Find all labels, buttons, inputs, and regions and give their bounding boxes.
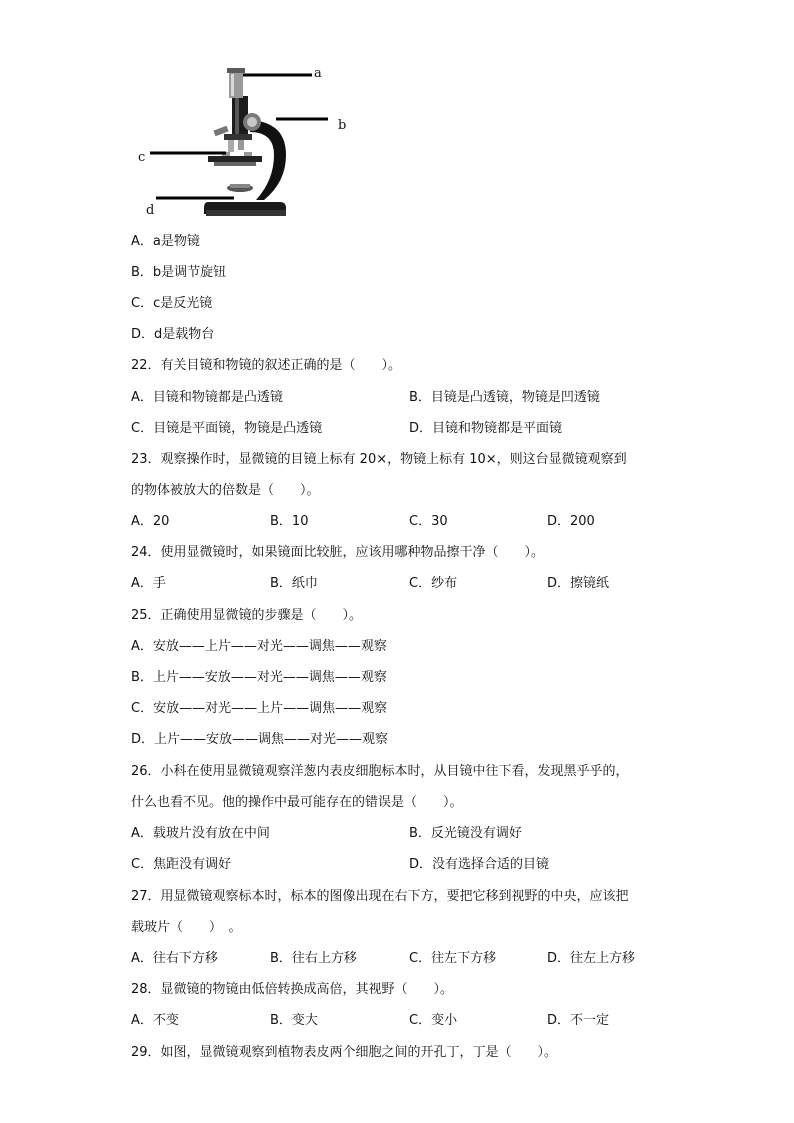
q26-stem-line1: 26．小科在使用显微镜观察洋葱内表皮细胞标本时，从目镜中往下看，发现黑乎乎的， xyxy=(131,764,629,779)
q27-option-d: D．往左上方移 xyxy=(547,951,636,966)
q25-option-c: C．安放——对光——上片——调焦——观察 xyxy=(131,701,388,716)
q27-stem-line2: 载玻片（ ） 。 xyxy=(131,920,242,935)
q26-option-a: A．载玻片没有放在中间 xyxy=(131,826,270,841)
q23-option-b: B．10 xyxy=(270,514,309,529)
q29-stem: 29．如图，显微镜观察到植物表皮两个细胞之间的开孔丁，丁是（ ）。 xyxy=(131,1045,558,1060)
q24-option-c: C．纱布 xyxy=(409,576,458,591)
microscope-illustration xyxy=(130,60,370,220)
q22-option-a: A．目镜和物镜都是凸透镜 xyxy=(131,390,283,405)
label-c: c xyxy=(138,150,146,165)
q26-option-d: D．没有选择合适的目镜 xyxy=(409,857,550,872)
q26-option-b: B．反光镜没有调好 xyxy=(409,826,522,841)
q24-option-a: A．手 xyxy=(131,576,166,591)
q24-option-b: B．纸巾 xyxy=(270,576,318,591)
q22-option-c: C．目镜是平面镜，物镜是凸透镜 xyxy=(131,421,323,436)
q27-option-a: A．往右下方移 xyxy=(131,951,218,966)
q28-option-c: C．变小 xyxy=(409,1013,458,1028)
q23-option-a: A．20 xyxy=(131,514,170,529)
label-a: a xyxy=(314,66,322,81)
q23-option-c: C．30 xyxy=(409,514,448,529)
q25-option-b: B．上片——安放——对光——调焦——观察 xyxy=(131,670,387,685)
label-d: d xyxy=(146,203,155,218)
q28-stem: 28．显微镜的物镜由低倍转换成高倍，其视野（ ）。 xyxy=(131,982,454,997)
microscope-figure xyxy=(130,60,370,220)
q27-option-b: B．往右上方移 xyxy=(270,951,357,966)
q23-stem-line1: 23．观察操作时，显微镜的目镜上标有 20×，物镜上标有 10×，则这台显微镜观察到 xyxy=(131,452,627,467)
q27-option-c: C．往左下方移 xyxy=(409,951,497,966)
q23-option-d: D．200 xyxy=(547,514,595,529)
q28-option-d: D．不一定 xyxy=(547,1013,610,1028)
q24-stem: 24．使用显微镜时，如果镜面比较脏，应该用哪种物品擦干净（ ）。 xyxy=(131,545,545,560)
q25-option-a: A．安放——上片——对光——调焦——观察 xyxy=(131,639,387,654)
q21-option-a: A．a是物镜 xyxy=(131,234,200,249)
q21-option-b: B．b是调节旋钮 xyxy=(131,265,227,280)
q21-option-d: D．d是载物台 xyxy=(131,327,215,342)
q28-option-a: A．不变 xyxy=(131,1013,179,1028)
q25-stem: 25．正确使用显微镜的步骤是（ ）。 xyxy=(131,608,363,623)
q28-option-b: B．变大 xyxy=(270,1013,318,1028)
q24-option-d: D．擦镜纸 xyxy=(547,576,610,591)
q22-option-b: B．目镜是凸透镜，物镜是凹透镜 xyxy=(409,390,600,405)
q26-option-c: C．焦距没有调好 xyxy=(131,857,232,872)
q25-option-d: D．上片——安放——调焦——对光——观察 xyxy=(131,732,389,747)
label-b: b xyxy=(338,118,347,133)
q23-stem-line2: 的物体被放大的倍数是（ ）。 xyxy=(131,483,320,498)
q22-stem: 22．有关目镜和物镜的叙述正确的是（ ）。 xyxy=(131,358,402,373)
q22-option-d: D．目镜和物镜都是平面镜 xyxy=(409,421,563,436)
q26-stem-line2: 什么也看不见。他的操作中最可能存在的错误是（ ）。 xyxy=(131,795,463,810)
q21-option-c: C．c是反光镜 xyxy=(131,296,213,311)
q27-stem-line1: 27．用显微镜观察标本时，标本的图像出现在右下方，要把它移到视野的中央，应该把 xyxy=(131,889,629,904)
